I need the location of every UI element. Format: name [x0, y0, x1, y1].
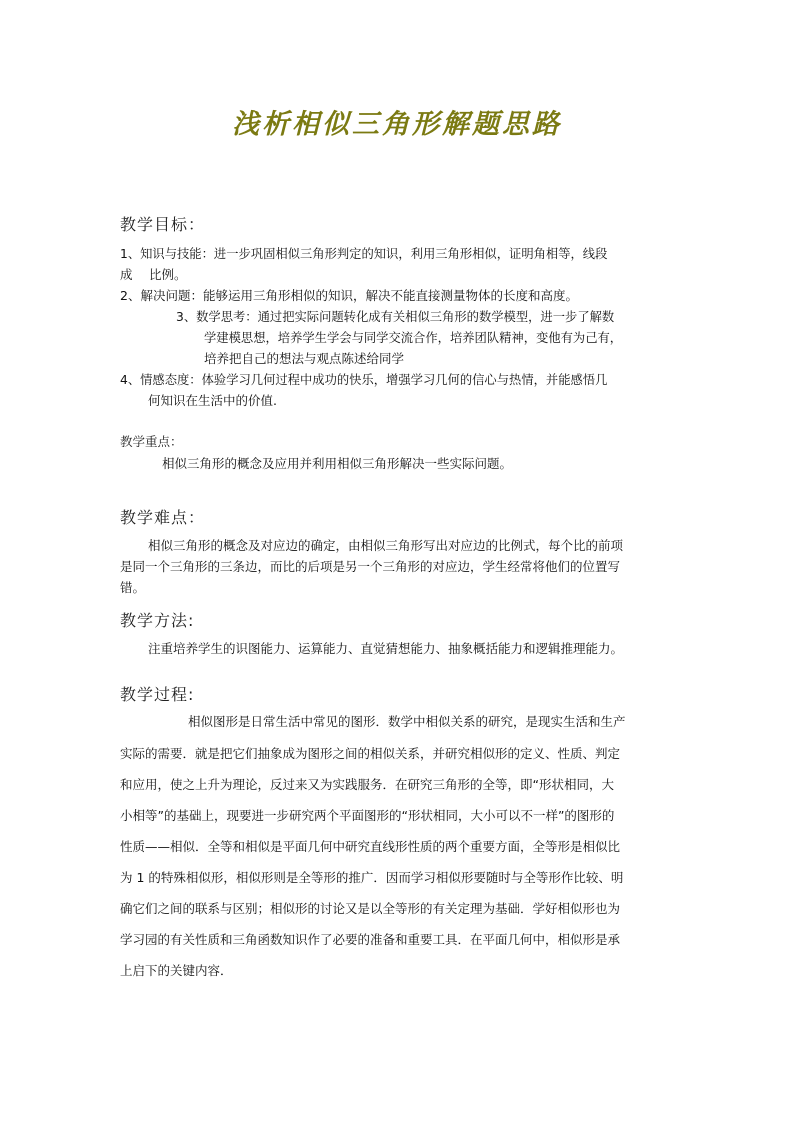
- objective-3-line-1: 3、数学思考：通过把实际问题转化成有关相似三角形的数学模型，进一步了解数: [176, 310, 615, 324]
- process-line-7: 确它们之间的联系与区别；相似形的讨论又是以全等形的有关定理为基础．学好相似形也为: [120, 901, 621, 916]
- methods-heading: 教学方法:: [120, 611, 195, 630]
- process-heading: 教学过程:: [120, 685, 195, 704]
- objective-1-line-2: 成 比例。: [120, 267, 187, 282]
- difficulties-line-2: 是同一个三角形的三条边，而比的后项是另一个三角形的对应边，学生经常将他们的位置写: [120, 559, 621, 574]
- process-line-4: 小相等”的基础上，现要进一步研究两个平面图形的“形状相同，大小可以不一样”的图形的: [120, 808, 615, 823]
- process-line-8: 学习园的有关性质和三角函数知识作了必要的准备和重要工具．在平面几何中，相似形是承: [120, 932, 621, 947]
- difficulties-heading: 教学难点：: [120, 508, 206, 527]
- objectives-heading: 教学目标：: [120, 215, 206, 234]
- process-line-6: 为 1 的特殊相似形，相似形则是全等形的推广．因而学习相似形要随时与全等形作比较、明: [120, 870, 624, 885]
- objective-4-line-1: 4、情感态度：体验学习几何过程中成功的快乐，增强学习几何的信心与热情，并能感悟几: [120, 373, 608, 387]
- objective-3-line-2: 学建模思想，培养学生学会与同学交流合作，培养团队精神，变他有为己有，: [204, 331, 623, 345]
- objective-1-line-1: 1、知识与技能：进一步巩固相似三角形判定的知识，利用三角形相似，证明角相等，线段: [120, 247, 608, 261]
- process-line-5: 性质——相似．全等和相似是平面几何中研究直线形性质的两个重要方面，全等形是相似比: [120, 839, 621, 854]
- difficulties-line-1: 相似三角形的概念及对应边的确定，由相似三角形写出对应边的比例式，每个比的前项: [148, 538, 624, 553]
- key-points-heading: 教学重点：: [120, 434, 183, 449]
- difficulties-line-3: 错。: [120, 580, 146, 595]
- objective-2-line-1: 2、解决问题：能够运用三角形相似的知识，解决不能直接测量物体的长度和高度。: [120, 288, 578, 303]
- process-line-9: 上启下的关键内容．: [120, 963, 233, 978]
- document-title: 浅析相似三角形解题思路: [232, 109, 562, 140]
- process-line-3: 和应用，使之上升为理论，反过来又为实践服务．在研究三角形的全等，即“形状相同，大: [120, 777, 614, 792]
- process-line-1: 相似图形是日常生活中常见的图形．数学中相似关系的研究，是现实生活和生产: [188, 714, 626, 729]
- objective-4-line-2: 何知识在生活中的价值.: [148, 393, 277, 408]
- objective-3-line-3: 培养把自己的想法与观点陈述给同学: [204, 351, 405, 366]
- key-points-text: 相似三角形的概念及应用并利用相似三角形解决一些实际问题。: [162, 456, 513, 471]
- process-line-2: 实际的需要．就是把它们抽象成为图形之间的相似关系，并研究相似形的定义、性质、判定: [120, 746, 621, 761]
- methods-text: 注重培养学生的识图能力、运算能力、直觉猜想能力、抽象概括能力和逻辑推理能力。: [148, 641, 624, 656]
